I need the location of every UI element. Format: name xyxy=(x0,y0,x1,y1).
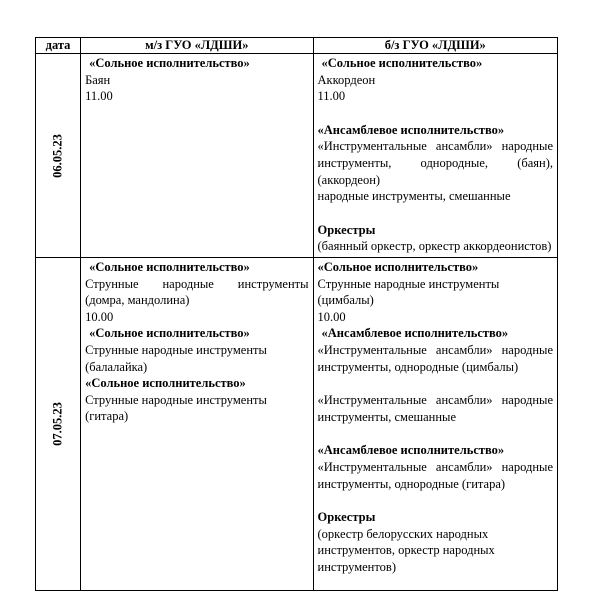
program-text: Струнные народные инструменты (цимбалы) xyxy=(317,276,500,308)
section-title: Оркестры xyxy=(317,222,376,237)
header-col-m: м/з ГУО «ЛДШИ» xyxy=(81,38,313,54)
instrument-text: Баян xyxy=(85,72,111,87)
time-text: 11.00 xyxy=(317,89,346,104)
section-title: «Ансамблевое исполнительство» xyxy=(317,122,505,137)
m-cell xyxy=(81,54,313,258)
section-title: «Ансамблевое исполнительство» xyxy=(321,326,509,341)
date-cell xyxy=(36,54,81,258)
date-label: 07.05.23 xyxy=(50,402,65,446)
program-text: «Инструментальные ансамбли» народные инструменты, однородные, (баян), (аккордеон) xyxy=(317,139,553,187)
section-title: «Сольное исполнительство» xyxy=(89,56,250,70)
header-col-b: б/з ГУО «ЛДШИ» xyxy=(313,38,557,54)
section-title: «Сольное исполнительство» xyxy=(89,326,250,341)
m-cell xyxy=(81,258,313,591)
section-title: «Сольное исполнительство» xyxy=(321,56,483,70)
program-text: (оркестр белорусских народных xyxy=(317,526,489,541)
schedule-table xyxy=(35,37,558,591)
time-text: 11.00 xyxy=(85,89,113,104)
program-text: инструментов, оркестр народных xyxy=(317,543,495,558)
header-row xyxy=(36,38,558,54)
section-title: «Ансамблевое исполнительство» xyxy=(317,443,505,458)
program-text: Струнные народные инструменты (гитара) xyxy=(85,392,267,424)
program-text: инструментов) xyxy=(317,559,396,574)
program-text: народные инструменты, смешанные xyxy=(317,189,511,204)
section-title: «Сольное исполнительство» xyxy=(317,260,479,274)
program-text: Струнные народные инструменты (домра, мандолина) xyxy=(85,276,309,308)
program-text: «Инструментальные ансамбли» народные инструменты, смешанные xyxy=(317,393,553,424)
section-title: Оркестры xyxy=(317,510,376,525)
program-text: «Инструментальные ансамбли» народные инструменты, однородные (гитара) xyxy=(317,459,553,491)
section-title: «Сольное исполнительство» xyxy=(89,260,250,274)
schedule-document xyxy=(35,37,558,591)
date-cell xyxy=(36,258,81,591)
instrument-text: Аккордеон xyxy=(317,72,376,87)
program-text: «Инструментальные ансамбли» народные инструменты, однородные (цимбалы) xyxy=(317,342,553,374)
date-label: 06.05.23 xyxy=(50,133,65,178)
b-cell xyxy=(313,54,557,258)
section-title: «Сольное исполнительство» xyxy=(85,376,246,391)
b-cell xyxy=(313,258,557,591)
program-text: Струнные народные инструменты (балалайка) xyxy=(85,342,267,374)
table-row xyxy=(36,258,558,591)
time-text: 10.00 xyxy=(85,309,114,324)
time-text: 10.00 xyxy=(317,309,346,324)
header-date: дата xyxy=(36,38,81,54)
table-row xyxy=(36,54,558,258)
program-text: (баянный оркестр, оркестр аккордеонистов) xyxy=(317,239,552,254)
